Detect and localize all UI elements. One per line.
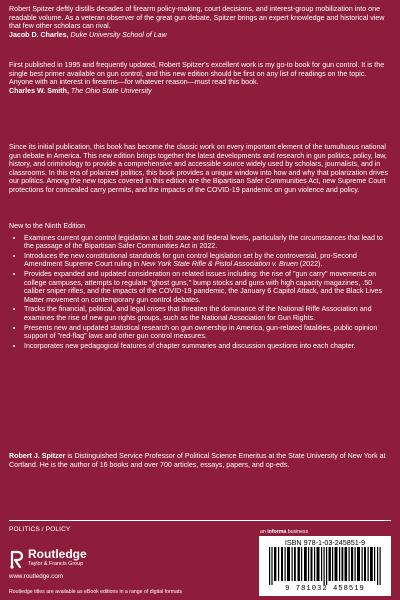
author-bio	[9, 452, 391, 469]
book-description	[9, 143, 391, 195]
barcode-digits: 9 781032 458519	[285, 585, 365, 593]
publisher-website[interactable]: www.routledge.com	[9, 573, 63, 580]
praise-affiliation: The Ohio State University	[70, 86, 152, 95]
publisher-sub: Taylor & Francis Group	[28, 561, 84, 567]
description-text: Since its initial publication, this book has become the classic work on every important element of the tumultuous national gun debate in America. This new edition brings together the latest developments and research in gun politics, policy, law, history, and criminology to provide a comprehensive and accessible source widely used by scholars, journalists, and in classrooms. In this era of polarized politics, this book provides a unique window into how and why that polarization drives our politics. Among the new topics covered in this edition are the Bipartisan Safer Communities Act, new Supreme Court protections for concealed carry permits, and the impacts of the COVID-19 pandemic on gun violence and policy.	[9, 143, 388, 194]
list-item: • Introduces the new constitutional standards for gun control legislation set by the controversial, pro-Second Amendment Supreme Court ruling in New York State Rifle & Pistol Association v. Bruen (2022).	[24, 252, 391, 269]
praise-text: First published in 1995 and frequently updated, Robert Spitzer's excellent work is my go-to book for gun control. It is the single best primer available on gun control, and this new edition should be first on any list of readings on the topic. Anyone with an interest in firearms—for whatever reason—must read this book.	[9, 61, 385, 87]
publisher-name: Routledge	[28, 547, 87, 561]
routledge-logo-icon	[9, 549, 25, 569]
list-item: • Tracks the financial, political, and legal crises that threaten the dominance of the National Rifle Association and examines the rise of new gun rights groups, such as the National Association for Gun Rights.	[24, 305, 391, 322]
publisher-logo	[9, 548, 124, 570]
new-edition-list	[9, 234, 391, 351]
praise-quote-2	[9, 61, 391, 95]
praise-name: Charles W. Smith,	[9, 86, 69, 95]
praise-text: Robert Spitzer deftly distills decades of firearm policy-making, court decisions, and interest-group mobilization into one readable volume. As a veteran observer of the great gun debate, Spitzer brings an expert knowledge and historical view that few other scholars can rival.	[9, 5, 385, 31]
praise-attribution	[9, 31, 391, 40]
new-edition-heading: New to the Ninth Edition	[9, 222, 86, 230]
divider	[9, 520, 391, 521]
author-bio-text: is Distinguished Service Professor of Political Science Emeritus at the State University of New York at Cortland. He is the author of 16 books and over 700 articles, essays, papers, and op-eds.	[9, 452, 386, 469]
informa-brand: informa	[267, 529, 287, 535]
barcode	[259, 536, 391, 596]
barcode-icon	[269, 547, 381, 585]
praise-quote-1	[9, 5, 391, 39]
isbn-label: ISBN 978-1-03-245851-9	[284, 538, 366, 547]
praise-attribution	[9, 87, 391, 96]
praise-affiliation: Duke University School of Law	[70, 30, 167, 39]
category-label: POLITICS / POLICY	[9, 526, 71, 533]
praise-name: Jacob D. Charles,	[9, 30, 69, 39]
ebook-note: Routledge titles are available as eBook editions in a range of digital formats	[9, 589, 183, 595]
list-item: • Examines current gun control legislation at both state and federal levels, particularly the circumstances that lead to the passage of the Bipartisan Safer Communities Act in 2022.	[24, 234, 391, 251]
list-item: • Provides expanded and updated consideration on related issues including: the rise of "gun carry" movements on college campuses, attempts to regulate "ghost guns," bump stocks and guns with high capacity magazines, .50 caliber sniper rifles, and the impacts of the COVID-19 pandemic, the January 6 Capitol Attack, and the Black Lives Matter movement on contemporary gun control debates.	[24, 270, 391, 304]
informa-business-label: an informa business	[260, 529, 309, 535]
new-edition-section	[9, 222, 391, 351]
list-item: • Presents new and updated statistical research on gun ownership in America, gun-related fatalities, public opinion support of "red-flag" laws and other gun control measures.	[24, 324, 391, 341]
author-name: Robert J. Spitzer	[9, 452, 66, 460]
list-item: • Incorporates new pedagogical features of chapter summaries and discussion questions into each chapter.	[24, 342, 391, 351]
